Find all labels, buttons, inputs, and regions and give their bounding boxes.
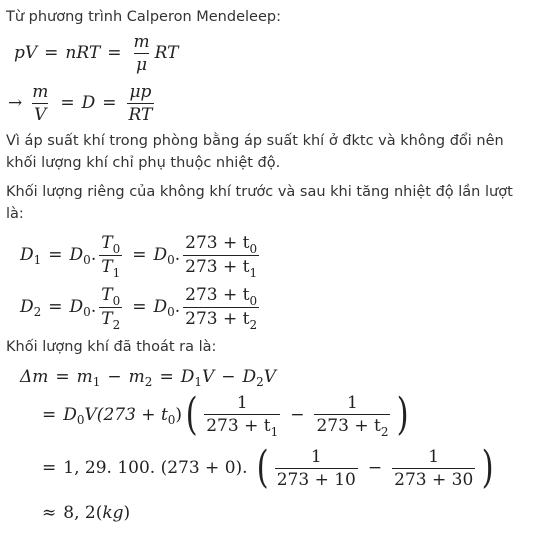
eq3-fraction-2: $\frac{273 + t_0}{273 + t_1}$ (185, 232, 258, 280)
eq6-fraction-1: $\frac{1}{273 + t_1}$ (206, 393, 279, 439)
equation-d2: D 2 = D 0 . $\frac{T_0}{T_2}$ = D 0 . $\frac{273 + t_0}{273 + t_2}$ (20, 284, 258, 332)
equation-step-2: = D 0 V(273 + t 0 ) ( $\frac{1}{273 + t_1}$ − $\frac{1}{273 + t_2}$ ) (42, 389, 410, 440)
paragraph-density: Khối lượng riêng của không khí trước và sau khi tăng nhiệt độ lần lượt là: (6, 184, 513, 222)
eq2-fraction-1: $\frac{m}{V}$ (32, 81, 49, 125)
eq1-lhs: pV (14, 43, 38, 63)
intro-text: Từ phương trình Calperon Mendeleep: (6, 9, 281, 25)
equation-density: → $\frac{m}{V}$ = D = $\frac{\mu p}{RT}$ (8, 81, 153, 125)
paragraph-pressure: Vì áp suất khí trong phòng bằng áp suất khí ở đktc và không đổi nên khối lượng khí chỉ phụ thuộc nhiệt độ. (6, 133, 504, 171)
arrow-icon: → (8, 93, 23, 113)
eq7-fraction-2: $\frac{1}{273 + 30}$ (394, 446, 474, 490)
eq6-fraction-2: $\frac{1}{273 + t_2}$ (316, 393, 389, 439)
equation-delta-m: Δm = m 1 − m 2 = D 1 V − D 2 V (20, 367, 277, 389)
eq2-fraction-2: $\frac{\mu p}{RT}$ (128, 81, 153, 125)
equation-step-3: = 1, 29. 100. (273 + 0). ( $\frac{1}{273 + 10}$ − $\frac{1}{273 + 30}$ ) (42, 442, 494, 493)
eq1-fraction: $\frac{m}{\mu}$ (133, 31, 150, 75)
eq1-mid: nRT (65, 43, 101, 63)
eq1-tail: RT (154, 43, 179, 63)
equation-ideal-gas: pV = nRT = $\frac{m}{\mu}$ RT (14, 31, 179, 75)
eq2-mid: D (81, 93, 96, 113)
eq7-fraction-1: $\frac{1}{273 + 10}$ (276, 446, 356, 490)
eq4-fraction-2: $\frac{273 + t_0}{273 + t_2}$ (185, 284, 258, 332)
equation-d1: D 1 = D 0 . $\frac{T_0}{T_1}$ = D 0 . $\frac{273 + t_0}{273 + t_1}$ (20, 232, 258, 280)
paragraph-escaped-mass: Khối lượng khí đã thoát ra là: (6, 339, 217, 355)
eq4-fraction-1: $\frac{T_0}{T_2}$ (101, 284, 121, 332)
equation-result: ≈ 8, 2( kg ) (42, 503, 131, 523)
eq3-fraction-1: $\frac{T_0}{T_1}$ (101, 232, 121, 280)
